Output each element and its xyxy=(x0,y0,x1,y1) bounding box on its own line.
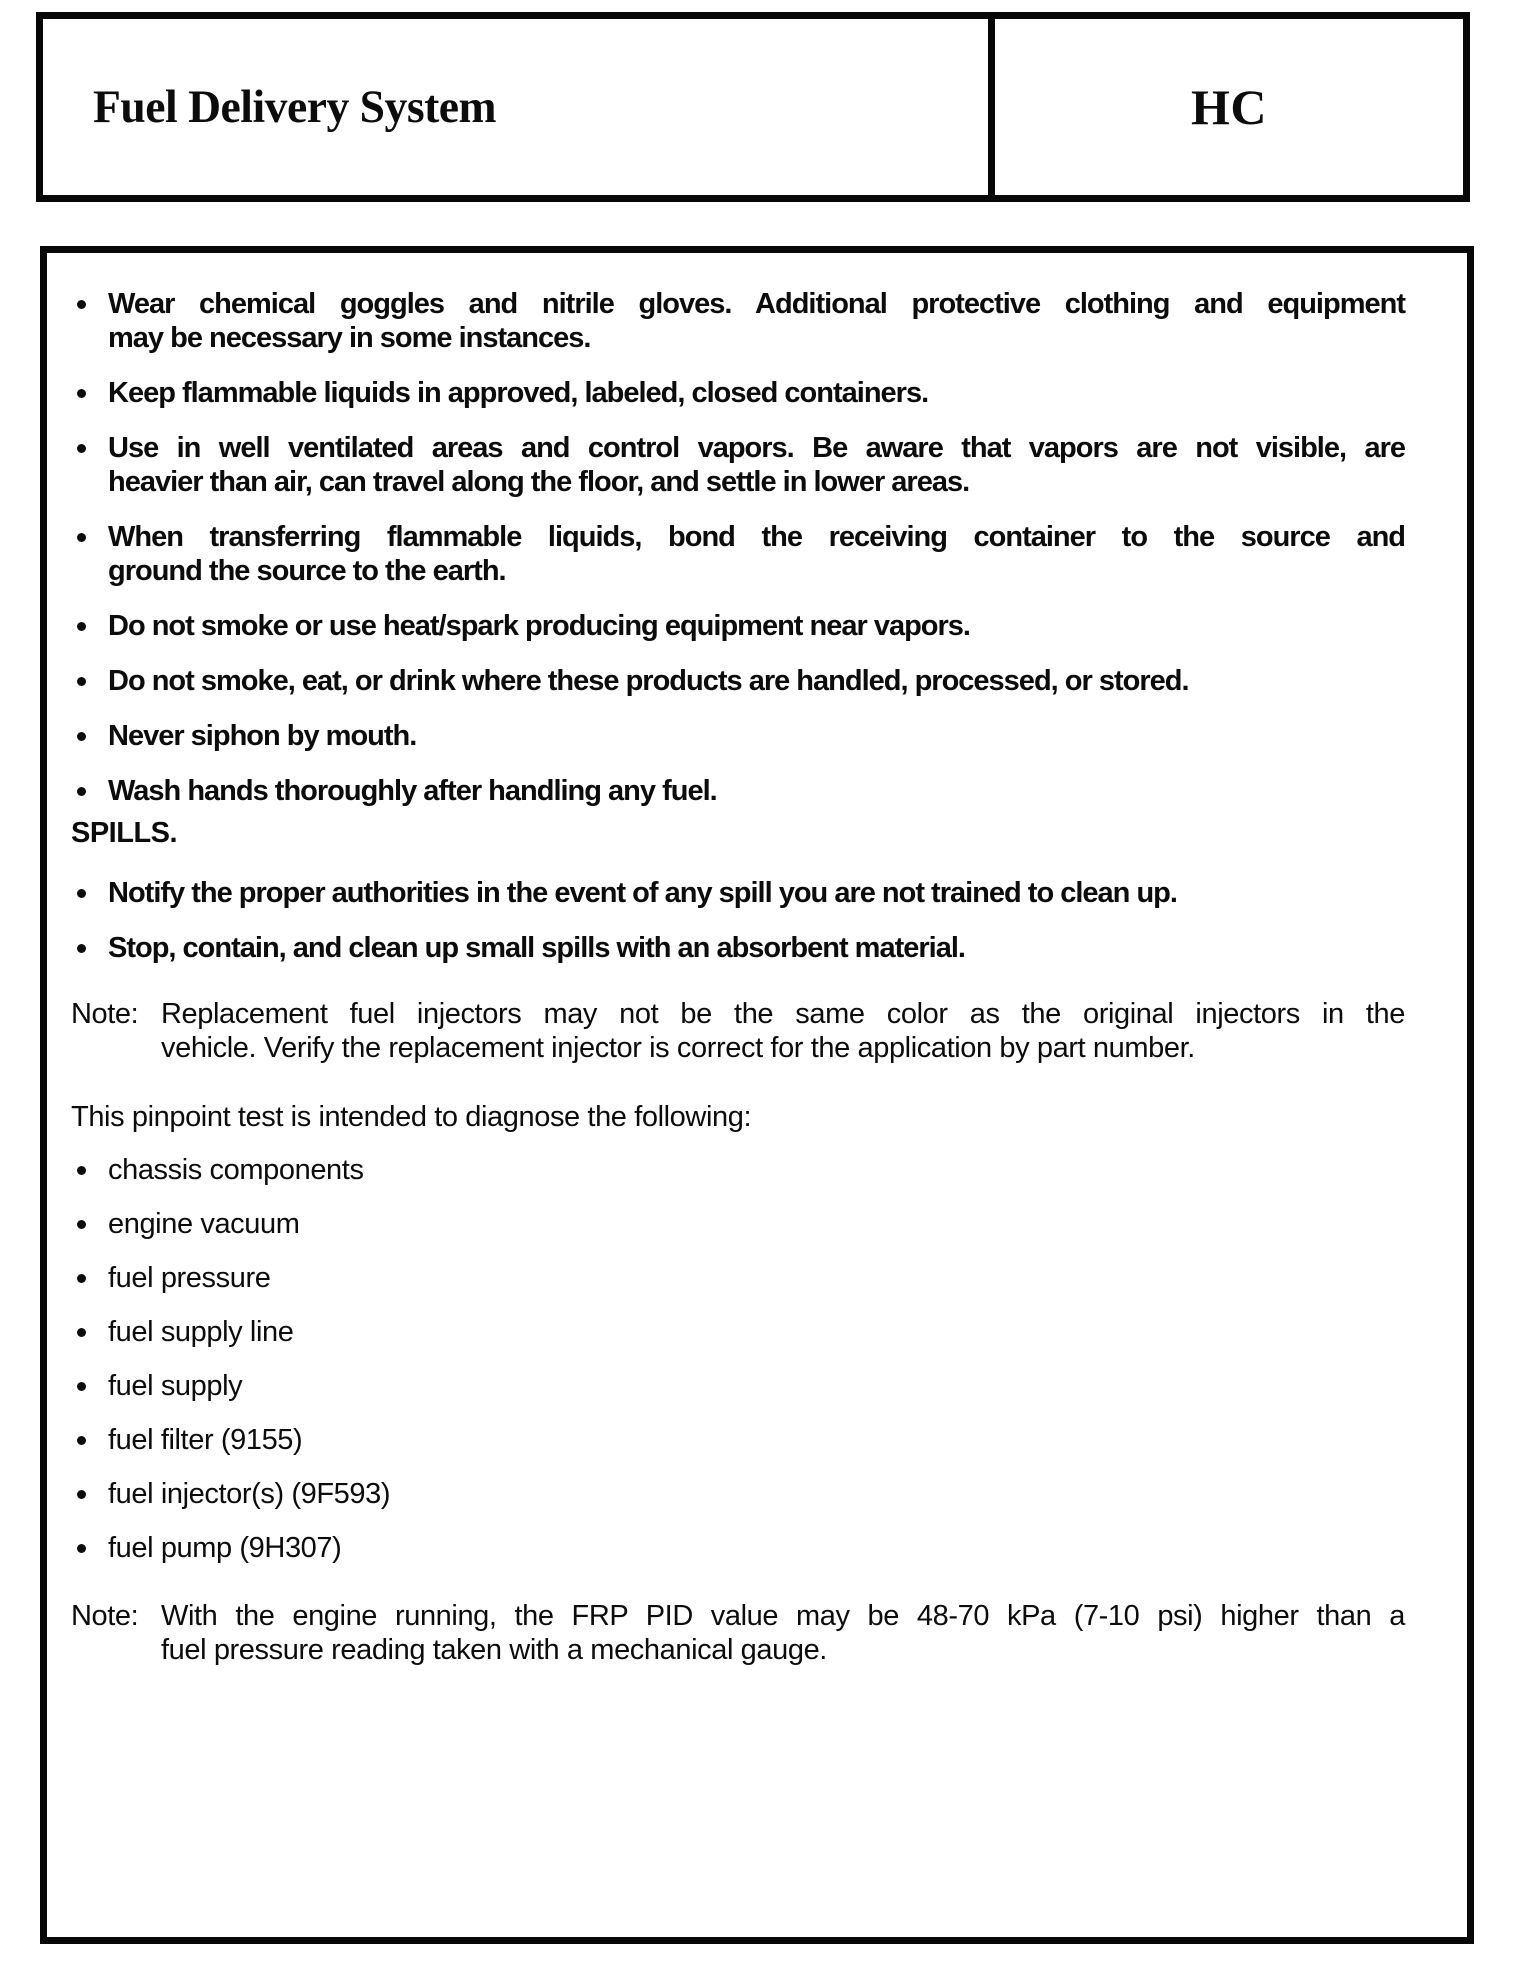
bullet-text xyxy=(108,1153,1405,1187)
diagnosis-item-label: fuel pump (9H307) xyxy=(108,1532,342,1564)
bullet-text xyxy=(108,1207,1405,1241)
bullet-icon xyxy=(77,533,86,542)
title-cell xyxy=(43,19,995,195)
bullet-text xyxy=(108,774,1405,808)
bullet-text xyxy=(108,876,1405,910)
safety-bullet xyxy=(71,609,1405,643)
diagnosis-item-label: fuel pressure xyxy=(108,1262,271,1294)
bullet-icon xyxy=(77,1544,86,1553)
bullet-icon xyxy=(77,677,86,686)
note-body xyxy=(161,997,1405,1065)
bullet-text xyxy=(108,1423,1405,1457)
note-text-line: With the engine running, the FRP PID value may be 48-70 kPa (7-10 psi) higher than a xyxy=(161,1600,1405,1632)
diagnosis-item-label: engine vacuum xyxy=(108,1208,300,1240)
bullet-text xyxy=(108,719,1405,753)
spills-heading: SPILLS. xyxy=(71,817,178,849)
bullet-text xyxy=(108,1477,1405,1511)
bullet-text-line: ground the source to the earth. xyxy=(108,555,506,587)
pinpoint-intro: This pinpoint test is intended to diagnose the following: xyxy=(71,1101,752,1133)
bullet-icon xyxy=(77,1274,86,1283)
bullet-text xyxy=(108,431,1405,499)
frp-note xyxy=(71,1599,1405,1667)
bullet-icon xyxy=(77,1166,86,1175)
diagnosis-item xyxy=(71,1153,1405,1187)
bullet-text-line: When transferring flammable liquids, bond the receiving container to the source and xyxy=(108,521,1405,553)
note-text-line: fuel pressure reading taken with a mechanical gauge. xyxy=(161,1634,827,1666)
safety-bullet xyxy=(71,376,1405,410)
diagnosis-item-label: chassis components xyxy=(108,1154,364,1186)
bullet-text xyxy=(108,1315,1405,1349)
note-body xyxy=(161,1599,1405,1667)
diagnosis-item xyxy=(71,1531,1405,1565)
bullet-text-line: Wear chemical goggles and nitrile gloves. Additional protective clothing and equipment xyxy=(108,288,1405,320)
bullet-text xyxy=(108,931,1405,965)
bullet-text xyxy=(108,376,1405,410)
bullet-icon xyxy=(77,389,86,398)
bullet-text-line: Keep flammable liquids in approved, labeled, closed containers. xyxy=(108,377,929,409)
bullet-text-line: Notify the proper authorities in the event of any spill you are not trained to clean up. xyxy=(108,877,1177,909)
safety-bullet xyxy=(71,664,1405,698)
bullet-text-line: Never siphon by mouth. xyxy=(108,720,417,752)
bullet-text-line: may be necessary in some instances. xyxy=(108,322,591,354)
bullet-icon xyxy=(77,1328,86,1337)
section-code: HC xyxy=(1191,79,1267,135)
bullet-icon xyxy=(77,944,86,953)
diagnosis-item-label: fuel supply xyxy=(108,1370,243,1402)
diagnosis-item-label: fuel filter (9155) xyxy=(108,1424,303,1456)
bullet-text xyxy=(108,1531,1405,1565)
bullet-text xyxy=(108,664,1405,698)
bullet-text-line: Wash hands thoroughly after handling any fuel. xyxy=(108,775,717,807)
bullet-icon xyxy=(77,1490,86,1499)
page-title: Fuel Delivery System xyxy=(93,81,497,133)
bullet-text xyxy=(108,520,1405,588)
spills-bullet xyxy=(71,876,1405,910)
note-text-line: vehicle. Verify the replacement injector is correct for the application by part number. xyxy=(161,1032,1195,1064)
safety-bullet xyxy=(71,774,1405,808)
injector-note xyxy=(71,997,1405,1065)
bullet-text-line: Use in well ventilated areas and control vapors. Be aware that vapors are not visible, are xyxy=(108,432,1405,464)
bullet-text xyxy=(108,1369,1405,1403)
diagnosis-item xyxy=(71,1315,1405,1349)
section-code-cell xyxy=(995,19,1463,195)
spills-bullet xyxy=(71,931,1405,965)
note-text-line: Replacement fuel injectors may not be the same color as the original injectors in the xyxy=(161,998,1405,1030)
bullet-icon xyxy=(77,300,86,309)
page-header xyxy=(36,12,1470,202)
bullet-icon xyxy=(77,889,86,898)
diagnosis-item xyxy=(71,1261,1405,1295)
diagnosis-item-label: fuel supply line xyxy=(108,1316,294,1348)
bullet-icon xyxy=(77,444,86,453)
safety-bullet xyxy=(71,431,1405,499)
safety-bullet xyxy=(71,520,1405,588)
diagnosis-item xyxy=(71,1369,1405,1403)
diagnosis-item xyxy=(71,1477,1405,1511)
diagnosis-item xyxy=(71,1423,1405,1457)
content-box xyxy=(40,246,1474,1944)
bullet-icon xyxy=(77,1382,86,1391)
bullet-text-line: Stop, contain, and clean up small spills with an absorbent material. xyxy=(108,932,965,964)
bullet-icon xyxy=(77,1220,86,1229)
bullet-icon xyxy=(77,787,86,796)
safety-bullet xyxy=(71,719,1405,753)
diagnosis-item-label: fuel injector(s) (9F593) xyxy=(108,1478,391,1510)
note-label: Note: xyxy=(71,998,139,1030)
bullet-text xyxy=(108,287,1405,355)
bullet-text-line: Do not smoke or use heat/spark producing equipment near vapors. xyxy=(108,610,970,642)
diagnosis-item xyxy=(71,1207,1405,1241)
bullet-icon xyxy=(77,732,86,741)
safety-bullet xyxy=(71,287,1405,355)
bullet-icon xyxy=(77,622,86,631)
bullet-icon xyxy=(77,1436,86,1445)
bullet-text-line: Do not smoke, eat, or drink where these products are handled, processed, or stored. xyxy=(108,665,1189,697)
bullet-text xyxy=(108,1261,1405,1295)
bullet-text-line: heavier than air, can travel along the floor, and settle in lower areas. xyxy=(108,466,970,498)
bullet-text xyxy=(108,609,1405,643)
note-label: Note: xyxy=(71,1600,139,1632)
